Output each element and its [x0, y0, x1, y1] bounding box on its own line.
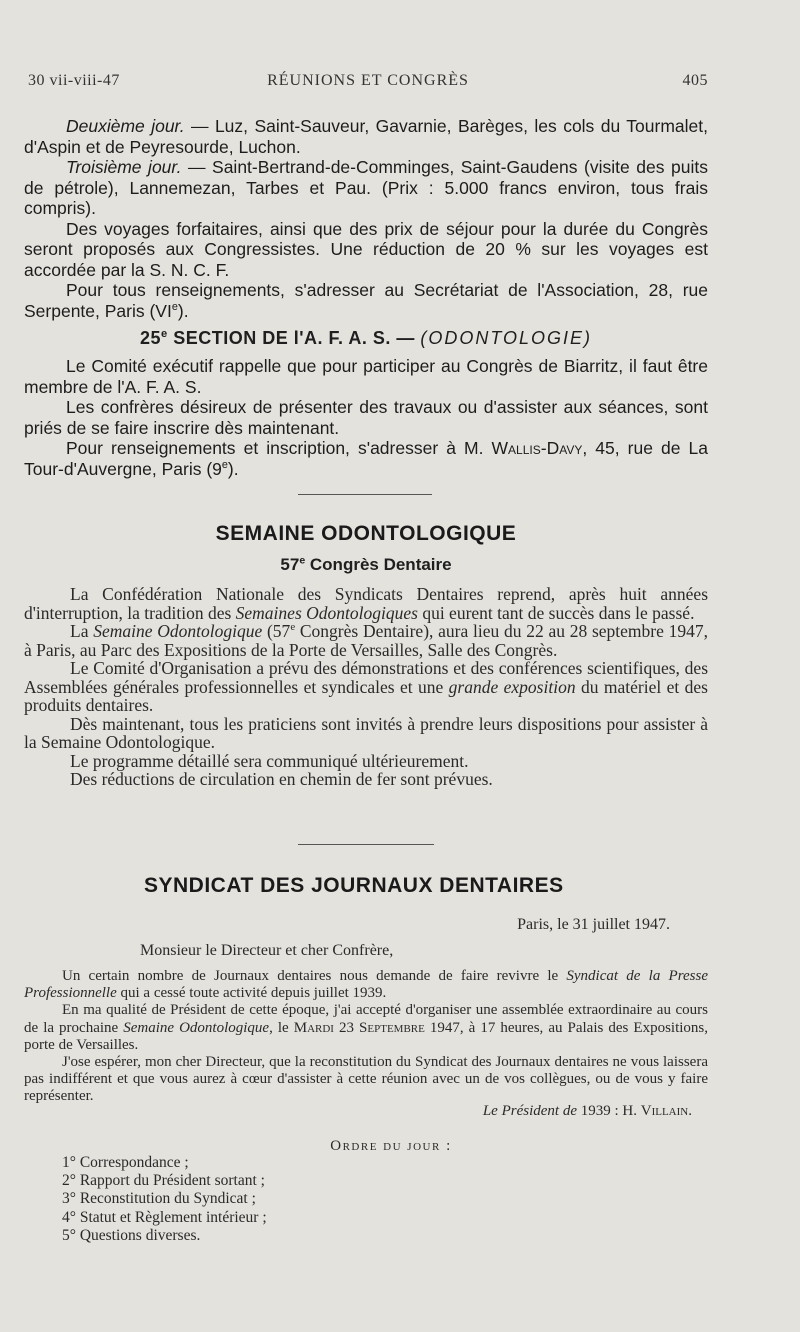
section25-p3-close: ).: [227, 458, 239, 479]
syndicat-title: SYNDICAT DES JOURNAUX DENTAIRES: [144, 874, 564, 897]
contact-name: Wallis-Davy: [491, 438, 583, 458]
letter-p2-start: En ma qualité de Président de cette époque, j'ai accepté d'organiser une assemblée extraordinaire au cours de la prochaine: [24, 1002, 708, 1036]
semaine-p4: Dès maintenant, tous les praticiens sont invités à prendre leurs dispositions pour assister à la Semaine Odontologique.: [24, 713, 708, 752]
semaine-p2-sup: e: [290, 621, 296, 634]
signature-title: Le Président de: [482, 1103, 577, 1119]
semaine-p1-end: qui eurent tant de succès dans le passé.: [417, 602, 695, 623]
day2-label: Deuxième jour.: [66, 116, 185, 136]
letter-p2-day: Mardi: [293, 1019, 334, 1036]
letter-p2-end: 1947, à 17 heures, au Palais des Expositions, porte de Versailles.: [24, 1019, 709, 1053]
letter-p1-end: qui a cessé toute activité depuis juillet 1939.: [116, 985, 387, 1002]
day2-paragraph: [24, 116, 708, 157]
header-section: RÉUNIONS ET CONGRÈS: [267, 72, 469, 89]
section25-body: [24, 356, 708, 479]
section25-num: 25: [139, 328, 161, 348]
day2-text: — Luz, Saint-Sauveur, Gavarnie, Barèges, les cols du Tourmalet, d'Aspin et de Peyresourde, Luchon.: [24, 116, 708, 157]
semaine-subtitle: [24, 555, 708, 575]
divider-2: [298, 844, 434, 845]
day3-label: Troisième jour.: [66, 157, 182, 177]
letter-p2-mid: , le: [269, 1019, 294, 1036]
section25-p3-start: Pour renseignements et inscription, s'adresser à M.: [66, 438, 492, 458]
semaine-p2-em: Semaine Odontologique: [93, 621, 263, 641]
section25-p2: Les confrères désireux de présenter des travaux ou d'assister aux séances, sont priés de se faire inscrire dès maintenant.: [24, 397, 708, 438]
semaine-p6: Des réductions de circulation en chemin de fer sont prévues.: [70, 769, 493, 789]
letter-p3: J'ose espérer, mon cher Directeur, que la reconstitution du Syndicat des Journaux dentaires ne vous laissera pas indifférent et que vous aurez à cœur d'assister à cette réunion avec un de vos collègues, ou de vous y faire représenter.: [24, 1054, 708, 1105]
semaine-p2-end: Congrès Dentaire), aura lieu du 22 au 28 septembre 1947, à Paris, au Parc des Expositions de la Porte de Versailles, Salle des Congrès.: [24, 621, 709, 660]
agenda-item: 4° Statut et Règlement intérieur ;: [62, 1208, 267, 1226]
day3-text: — Saint-Bertrand-de-Comminges, Saint-Gaudens (visite des puits de pétrole), Lannemezan, Tarbes et Pau. (Prix : 5.000 francs environ, tous frais compris).: [24, 157, 708, 218]
letter-signature: [24, 1103, 692, 1120]
letter-p1: [24, 968, 708, 1002]
renseignements-sup: e: [171, 300, 178, 313]
section25-title-text: SECTION DE l'A. F. A. S. —: [167, 328, 421, 348]
page-number: 405: [682, 72, 708, 89]
letter-p2-mid2: 23: [333, 1019, 360, 1036]
semaine-p1-start: La Confédération Nationale des Syndicats Dentaires reprend, après huit années d'interruption, la tradition des: [24, 584, 708, 623]
congress-number: 57: [280, 555, 300, 574]
letter-body: [24, 968, 708, 1106]
forfaits-paragraph: Des voyages forfaitaires, ainsi que des prix de séjour pour la durée du Congrès seront proposés aux Congressistes. Une réduction de 20 % sur les voyages est accordée par la S. N. C. F.: [24, 218, 708, 280]
section25-title: [140, 328, 420, 348]
congress-sup: e: [299, 554, 306, 567]
header-date: 30 vii-viii-47: [28, 72, 120, 89]
semaine-p5: Le programme détaillé sera communiqué ultérieurement.: [70, 750, 469, 771]
semaine-p1-em: Semaines Odontologiques: [235, 602, 418, 623]
agenda-item: 2° Rapport du Président sortant ;: [62, 1172, 265, 1190]
semaine-p3-start: Le Comité d'Organisation a prévu des démonstrations et des conférences scientifiques, des Assemblées générales professionnelles et syndicales et une: [24, 658, 708, 697]
section25-heading: [24, 328, 708, 349]
ordre-du-jour-heading: Ordre du jour :: [330, 1138, 452, 1154]
day3-paragraph: [24, 157, 708, 219]
excursions-section: [24, 116, 708, 321]
agenda-list: [62, 1154, 267, 1245]
semaine-p3: [24, 659, 708, 715]
section25-subtitle: (ODONTOLOGIE): [420, 328, 593, 348]
divider-1: [298, 494, 432, 495]
section25-p3: [24, 438, 708, 479]
letter-p2-em: Semaine Odontologique: [123, 1019, 270, 1036]
section25-p1: Le Comité exécutif rappelle que pour participer au Congrès de Biarritz, il faut être membre de l'A. F. A. S.: [24, 356, 708, 397]
letter-salutation: Monsieur le Directeur et cher Confrère,: [140, 942, 394, 959]
semaine-title: SEMAINE ODONTOLOGIQUE: [215, 522, 517, 545]
section25-p3-sup: e: [221, 458, 228, 471]
semaine-p2-mid: (57: [262, 621, 291, 641]
agenda-item: 1° Correspondance ;: [62, 1154, 189, 1171]
signature-name: Villain: [640, 1103, 689, 1119]
agenda-item: 3° Reconstitution du Syndicat ;: [62, 1190, 256, 1208]
letter-p2-month: Septembre: [359, 1019, 425, 1036]
semaine-p3-em: grande exposition: [448, 676, 576, 697]
semaine-p1: [24, 585, 708, 622]
congress-text: Congrès Dentaire: [305, 555, 452, 574]
letter-p1-start: Un certain nombre de Journaux dentaires nous demande de faire revivre le: [62, 968, 567, 984]
section25-sup: e: [160, 328, 168, 340]
letter-dateline: Paris, le 31 juillet 1947.: [517, 916, 670, 933]
renseignements-end: ).: [177, 300, 189, 321]
renseignements-paragraph: [24, 280, 708, 321]
letter-p2: [24, 1002, 708, 1054]
running-header: [28, 72, 708, 94]
semaine-body: [24, 585, 708, 789]
letter-p1-em: Syndicat de la Presse Professionnelle: [24, 968, 708, 1002]
semaine-p2: [24, 622, 708, 659]
agenda-item: 5° Questions diverses.: [62, 1226, 201, 1244]
signature-end: .: [688, 1103, 692, 1119]
section25-p3-end: , 45, rue de La Tour-d'Auvergne, Paris (9: [24, 438, 708, 479]
semaine-p2-start: La: [70, 621, 94, 641]
signature-year: 1939 : H.: [577, 1103, 641, 1119]
renseignements-text: Pour tous renseignements, s'adresser au Secrétariat de l'Association, 28, rue Serpente, Paris (VI: [24, 280, 708, 321]
semaine-p3-end: du matériel et des produits dentaires.: [24, 676, 708, 715]
